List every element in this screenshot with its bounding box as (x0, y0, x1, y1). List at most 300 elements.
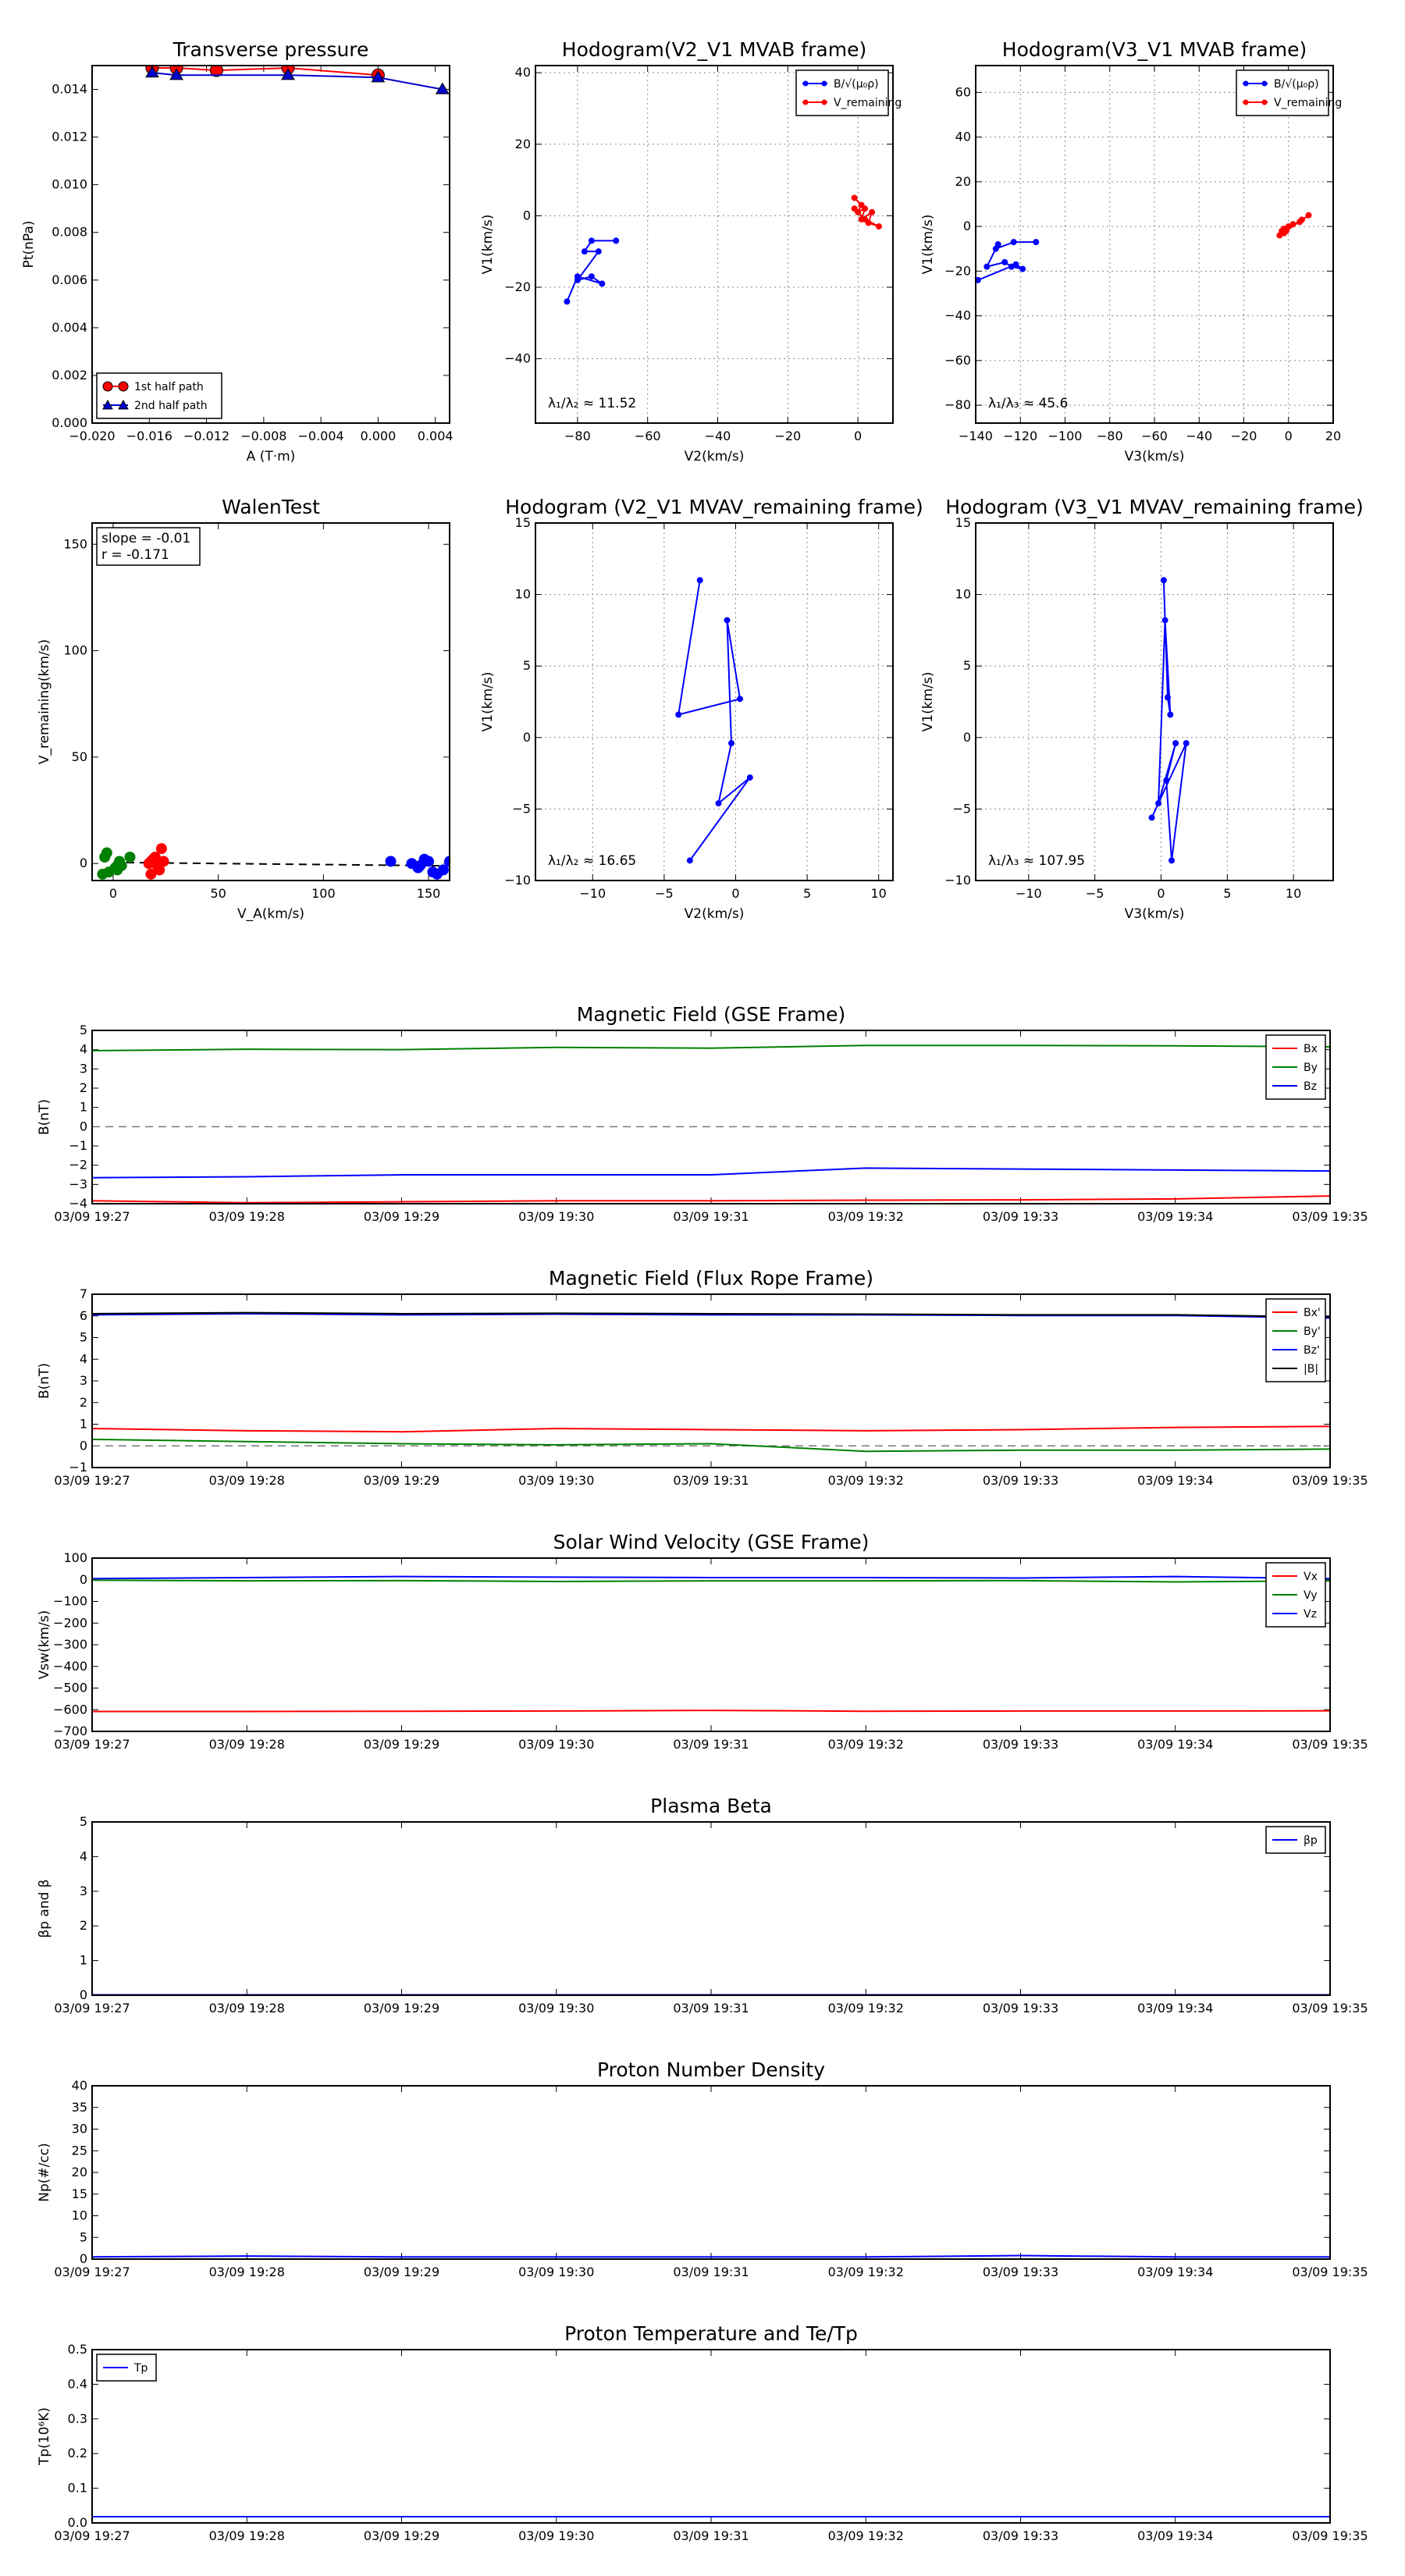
chart-title: Hodogram (V3_V1 MVAV_remaining frame) (945, 496, 1364, 518)
series-0-point (1161, 577, 1167, 583)
series-0-point (747, 774, 753, 781)
x-tick-label: 03/09 19:32 (827, 2528, 904, 2543)
y-tick-label: 30 (71, 2121, 87, 2137)
x-tick-label: 03/09 19:30 (518, 1473, 595, 1488)
x-tick-label: 03/09 19:35 (1292, 1473, 1368, 1488)
y-tick-label: 0.1 (67, 2480, 87, 2496)
chart-p6 (920, 496, 1364, 922)
y-tick-label: 40 (71, 2078, 87, 2093)
x-tick-label: −60 (634, 429, 661, 443)
x-tick-label: 03/09 19:29 (363, 1209, 440, 1224)
y-tick-label: 0 (522, 208, 531, 223)
series-by-line (92, 1045, 1330, 1051)
x-axis-label: V2(km/s) (684, 906, 745, 922)
x-tick-label: 03/09 19:33 (982, 2265, 1059, 2279)
series-0-point (697, 577, 703, 583)
x-tick-label: −5 (1085, 886, 1104, 901)
x-tick-label: 03/09 19:28 (208, 1473, 285, 1488)
series-0-point (97, 869, 108, 880)
y-tick-label: 15 (71, 2186, 87, 2201)
series-b-point (574, 273, 581, 279)
y-axis-label: Tp(10⁶K) (37, 2407, 52, 2466)
series-b-point (1033, 239, 1039, 245)
legend-marker (803, 81, 809, 87)
y-tick-label: 4 (79, 1351, 87, 1367)
chart-title: Magnetic Field (Flux Rope Frame) (548, 1267, 874, 1290)
x-tick-label: 03/09 19:29 (363, 1737, 440, 1752)
x-tick-label: −10 (1015, 886, 1042, 901)
y-tick-label: 0.010 (52, 176, 87, 192)
y-tick-label: −40 (944, 308, 971, 323)
series-2-point (423, 856, 434, 866)
plot-frame (92, 2350, 1330, 2523)
x-tick-label: 0 (1284, 429, 1293, 443)
x-tick-label: 03/09 19:27 (54, 1473, 130, 1488)
series-vx-line (92, 1710, 1330, 1711)
x-tick-label: 0.004 (417, 429, 454, 443)
y-tick-label: −20 (944, 263, 971, 279)
y-tick-label: 0 (79, 1571, 87, 1587)
y-tick-label: 3 (79, 1373, 87, 1388)
x-tick-label: 03/09 19:34 (1137, 1209, 1214, 1224)
series-vy-line (92, 1580, 1330, 1582)
x-tick-label: 03/09 19:29 (363, 2265, 440, 2279)
series-v-remaining-point (1289, 221, 1296, 227)
x-tick-label: −0.012 (183, 429, 230, 443)
x-tick-label: −0.020 (69, 429, 116, 443)
legend-label: |B| (1304, 1363, 1319, 1375)
x-tick-label: 03/09 19:35 (1292, 2001, 1368, 2016)
x-tick-label: 03/09 19:31 (673, 1473, 749, 1488)
eigenvalue-ratio-label: λ₁/λ₂ ≈ 16.65 (548, 853, 637, 869)
legend-marker (1262, 100, 1268, 105)
series-b-point (995, 241, 1001, 247)
y-tick-label: −700 (53, 1724, 87, 1738)
series-0-point (114, 856, 125, 866)
chart-title: Proton Number Density (597, 2058, 825, 2081)
y-tick-label: 10 (514, 586, 531, 602)
legend-marker (822, 81, 827, 87)
stats-line: slope = -0.01 (101, 531, 191, 546)
y-tick-label: 15 (514, 515, 531, 530)
x-tick-label: 03/09 19:28 (208, 1209, 285, 1224)
series-0-point (1149, 814, 1155, 820)
y-tick-label: 0.014 (52, 81, 87, 97)
x-tick-label: 03/09 19:33 (982, 2001, 1059, 2016)
y-tick-label: 60 (955, 84, 971, 100)
x-tick-label: 03/09 19:31 (673, 2528, 749, 2543)
x-tick-label: −0.008 (240, 429, 287, 443)
series-0-point (1168, 857, 1175, 863)
series-bz-line (92, 1168, 1330, 1177)
y-tick-label: −200 (53, 1615, 87, 1631)
legend-label: 1st half path (134, 381, 204, 393)
x-tick-label: −5 (655, 886, 674, 901)
y-tick-label: 0 (962, 219, 971, 234)
chart-p12 (37, 2322, 1368, 2543)
y-axis-label: V1(km/s) (480, 671, 496, 732)
legend-label: By' (1304, 1325, 1321, 1338)
x-tick-label: 5 (802, 886, 812, 901)
plot-frame (92, 1558, 1330, 1731)
plot-frame (92, 1822, 1330, 1995)
chart-p10 (37, 1795, 1368, 2016)
chart-title: Proton Temperature and Te/Tp (564, 2322, 858, 2345)
x-tick-label: −80 (564, 429, 591, 443)
y-tick-label: 35 (71, 2099, 87, 2115)
x-tick-label: 03/09 19:33 (982, 1473, 1059, 1488)
x-tick-label: 03/09 19:33 (982, 2528, 1059, 2543)
x-tick-label: 0 (731, 886, 740, 901)
chart-p5 (480, 496, 923, 922)
y-tick-label: 150 (63, 536, 87, 552)
plot-area (975, 212, 1312, 283)
x-tick-label: 03/09 19:33 (982, 1209, 1059, 1224)
y-axis-label: V_remaining(km/s) (37, 639, 52, 765)
x-tick-label: 03/09 19:30 (518, 1209, 595, 1224)
x-tick-label: 03/09 19:32 (827, 1209, 904, 1224)
series-0-point (675, 711, 681, 717)
series-vz-line (92, 1577, 1330, 1579)
plot-area (92, 1313, 1330, 1452)
legend-marker (103, 382, 112, 391)
x-tick-label: 03/09 19:31 (673, 1737, 749, 1752)
chart-p9 (37, 1531, 1368, 1752)
x-tick-label: 03/09 19:31 (673, 2001, 749, 2016)
series-v-remaining-point (1306, 212, 1312, 219)
legend-label: Vx (1304, 1571, 1318, 1583)
x-tick-label: 03/09 19:33 (982, 1737, 1059, 1752)
y-tick-label: 5 (962, 658, 971, 674)
plot-area (92, 1577, 1330, 1712)
x-tick-label: 03/09 19:28 (208, 1737, 285, 1752)
series-0-point (1163, 777, 1169, 784)
series-0-point (724, 617, 730, 624)
series-b-point (1011, 239, 1017, 245)
legend-marker (822, 100, 827, 105)
series-1-point (150, 854, 161, 865)
legend-label: V_remaining (1274, 97, 1343, 109)
y-tick-label: 0.2 (67, 2446, 87, 2461)
series-v-remaining-point (869, 209, 875, 215)
x-tick-label: 03/09 19:32 (827, 2001, 904, 2016)
y-tick-label: 20 (71, 2165, 87, 2179)
y-tick-label: 5 (522, 658, 531, 674)
y-tick-label: 0.002 (52, 367, 87, 382)
plot-area (97, 843, 455, 880)
legend-label: Bz' (1304, 1344, 1320, 1357)
series-1-point (156, 843, 167, 854)
y-axis-label: Np(#/cc) (37, 2143, 52, 2202)
x-tick-label: 03/09 19:27 (54, 1737, 130, 1752)
y-tick-label: −500 (53, 1680, 87, 1695)
y-tick-label: −60 (944, 352, 971, 368)
legend-label: B/√(μ₀ρ) (834, 78, 879, 91)
y-tick-label: −40 (504, 350, 531, 366)
y-tick-label: 4 (79, 1041, 87, 1057)
y-axis-label: V1(km/s) (480, 214, 496, 275)
x-tick-label: 50 (210, 886, 226, 901)
x-tick-label: −0.004 (297, 429, 344, 443)
y-tick-label: 0 (962, 729, 971, 745)
x-tick-label: −40 (1186, 429, 1213, 443)
x-tick-label: 03/09 19:27 (54, 1209, 130, 1224)
y-tick-label: 1 (79, 1416, 87, 1432)
series-1-point (145, 869, 156, 880)
plot-frame (92, 1030, 1330, 1204)
x-tick-label: 03/09 19:32 (827, 1737, 904, 1752)
series-0-point (728, 740, 735, 746)
y-tick-label: −5 (952, 801, 971, 817)
legend-label: Vz (1304, 1608, 1317, 1621)
chart-title: Plasma Beta (650, 1795, 772, 1817)
chart-p8 (37, 1267, 1368, 1488)
plot-frame (92, 523, 450, 881)
y-tick-label: 5 (79, 2229, 87, 2245)
y-tick-label: −2 (69, 1157, 87, 1172)
y-tick-label: −600 (53, 1702, 87, 1717)
x-tick-label: 03/09 19:29 (363, 2528, 440, 2543)
y-tick-label: 100 (63, 642, 87, 658)
x-tick-label: 03/09 19:31 (673, 2265, 749, 2279)
y-tick-label: 0 (79, 1987, 87, 2002)
chart-p7 (37, 1003, 1368, 1224)
y-tick-label: 40 (955, 129, 971, 144)
y-tick-label: 5 (79, 1814, 87, 1829)
x-tick-label: 03/09 19:31 (673, 1209, 749, 1224)
series-0-point (1162, 617, 1168, 624)
series-b-line (567, 240, 616, 301)
series-v-remaining-point (1299, 217, 1305, 223)
series-2nd-half-path-line (152, 73, 443, 89)
y-tick-label: 2 (79, 1080, 87, 1095)
series-b-point (1019, 265, 1026, 272)
y-tick-label: 0.0 (67, 2515, 87, 2530)
y-axis-label: V1(km/s) (920, 214, 936, 275)
x-tick-label: −10 (579, 886, 606, 901)
y-tick-label: 50 (71, 749, 87, 764)
series-b-point (984, 264, 990, 270)
x-tick-label: 03/09 19:32 (827, 2265, 904, 2279)
series-b-point (589, 237, 595, 244)
x-tick-label: −0.016 (126, 429, 173, 443)
x-tick-label: 03/09 19:35 (1292, 2528, 1368, 2543)
x-tick-label: 03/09 19:34 (1137, 1473, 1214, 1488)
x-tick-label: 100 (311, 886, 336, 901)
y-tick-label: −10 (504, 873, 531, 888)
plot-area (1149, 577, 1190, 863)
legend-label: Vy (1304, 1589, 1318, 1602)
x-tick-label: 03/09 19:34 (1137, 1737, 1214, 1752)
y-tick-label: 0.012 (52, 129, 87, 144)
y-tick-label: 1 (79, 1952, 87, 1968)
x-tick-label: 03/09 19:27 (54, 2265, 130, 2279)
plot-frame (92, 66, 450, 423)
x-tick-label: 03/09 19:28 (208, 2265, 285, 2279)
y-tick-label: 0.006 (52, 272, 87, 287)
chart-title: Hodogram (V2_V1 MVAV_remaining frame) (505, 496, 923, 518)
plot-area (675, 577, 753, 863)
x-tick-label: 03/09 19:32 (827, 1473, 904, 1488)
chart-p1 (21, 38, 454, 464)
x-axis-label: V3(km/s) (1124, 906, 1185, 922)
x-tick-label: 20 (1325, 429, 1342, 443)
y-axis-label: βp and β (37, 1879, 52, 1938)
y-tick-label: 0 (79, 2251, 87, 2266)
series-v-remaining-point (862, 205, 868, 212)
y-tick-label: 20 (955, 173, 971, 189)
y-tick-label: −1 (69, 1138, 87, 1153)
x-tick-label: 03/09 19:28 (208, 2528, 285, 2543)
x-tick-label: 03/09 19:28 (208, 2001, 285, 2016)
x-axis-label: V3(km/s) (1124, 449, 1185, 464)
y-tick-label: 3 (79, 1061, 87, 1076)
eigenvalue-ratio-label: λ₁/λ₃ ≈ 107.95 (988, 853, 1086, 869)
x-tick-label: −20 (1230, 429, 1257, 443)
series-v-remaining-point (876, 223, 882, 229)
stats-line: r = -0.171 (101, 547, 169, 563)
x-tick-label: 5 (1223, 886, 1232, 901)
x-axis-label: V2(km/s) (684, 449, 745, 464)
y-tick-label: 0.5 (67, 2342, 87, 2357)
chart-title: Transverse pressure (173, 38, 369, 61)
legend-label: Bz (1304, 1080, 1317, 1093)
series-2-point (413, 863, 424, 873)
series-0-line (678, 580, 750, 860)
x-tick-label: 03/09 19:30 (518, 1737, 595, 1752)
x-tick-label: 03/09 19:34 (1137, 2265, 1214, 2279)
plot-frame (92, 2086, 1330, 2259)
series-b-point (1001, 259, 1008, 265)
y-tick-label: 5 (79, 1023, 87, 1037)
x-tick-label: 03/09 19:35 (1292, 1737, 1368, 1752)
y-axis-label: V1(km/s) (920, 671, 936, 732)
chart-title: Hodogram(V3_V1 MVAB frame) (1001, 38, 1307, 61)
series-b-point (1013, 262, 1019, 268)
series-b-point (613, 237, 619, 244)
series-0-line (1152, 580, 1186, 860)
y-tick-label: 7 (79, 1286, 87, 1301)
y-tick-label: 0.4 (67, 2376, 87, 2392)
x-tick-label: 03/09 19:27 (54, 2528, 130, 2543)
y-tick-label: −1 (69, 1460, 87, 1475)
series-0-point (1165, 695, 1171, 701)
x-tick-label: 03/09 19:34 (1137, 2528, 1214, 2543)
legend-label: Tp (134, 2362, 148, 2375)
series-2-point (432, 869, 443, 880)
series-0-point (101, 848, 112, 859)
series-0-point (1155, 800, 1161, 806)
x-tick-label: 03/09 19:34 (1137, 2001, 1214, 2016)
legend-label: V_remaining (834, 97, 902, 109)
series-b-point (582, 248, 588, 254)
y-axis-label: Vsw(km/s) (37, 1610, 52, 1680)
y-tick-label: −3 (69, 1176, 87, 1192)
legend-label: Bx' (1304, 1307, 1321, 1319)
x-tick-label: 0 (108, 886, 118, 901)
series-0-point (715, 800, 721, 806)
chart-p11 (37, 2058, 1368, 2279)
series-0-point (737, 696, 743, 702)
y-tick-label: 20 (514, 136, 531, 151)
x-axis-label: V_A(km/s) (237, 906, 305, 922)
y-tick-label: −400 (53, 1658, 87, 1674)
y-tick-label: 0 (79, 1438, 87, 1453)
x-tick-label: 150 (416, 886, 441, 901)
chart-title: Magnetic Field (GSE Frame) (576, 1003, 846, 1026)
series-2-point (386, 856, 397, 866)
series-bx-line (92, 1426, 1330, 1432)
legend-marker (1262, 81, 1268, 87)
y-tick-label: 0.004 (52, 319, 87, 335)
x-tick-label: 03/09 19:29 (363, 1473, 440, 1488)
y-tick-label: 6 (79, 1308, 87, 1323)
y-tick-label: −80 (944, 397, 971, 413)
y-tick-label: 100 (63, 1550, 87, 1565)
y-tick-label: 1 (79, 1099, 87, 1115)
legend-label: Bx (1304, 1043, 1318, 1055)
eigenvalue-ratio-label: λ₁/λ₃ ≈ 45.6 (988, 396, 1069, 411)
chart-title: Hodogram(V2_V1 MVAB frame) (561, 38, 867, 61)
legend-label: B/√(μ₀ρ) (1274, 78, 1319, 91)
x-tick-label: −60 (1141, 429, 1168, 443)
x-tick-label: 0 (854, 429, 863, 443)
x-tick-label: −100 (1048, 429, 1083, 443)
series-0-point (124, 852, 135, 863)
series-v-remaining-point (852, 205, 858, 212)
series-v-remaining-point (862, 216, 868, 222)
y-axis-label: B(nT) (37, 1098, 52, 1136)
series-0-point (1167, 711, 1173, 717)
plot-area (146, 62, 449, 94)
series-b-point (589, 273, 595, 279)
y-tick-label: −5 (512, 801, 531, 817)
x-tick-label: −40 (704, 429, 731, 443)
plot-area (92, 1045, 1330, 1203)
x-tick-label: −140 (959, 429, 993, 443)
y-tick-label: 4 (79, 1848, 87, 1864)
x-tick-label: −120 (1003, 429, 1038, 443)
y-tick-label: 0 (522, 729, 531, 745)
y-tick-label: 0.000 (52, 415, 87, 430)
y-tick-label: 2 (79, 1918, 87, 1934)
y-axis-label: Pt(nPa) (21, 220, 37, 269)
series-b-point (599, 280, 605, 286)
x-tick-label: 03/09 19:35 (1292, 2265, 1368, 2279)
y-tick-label: −300 (53, 1637, 87, 1652)
x-tick-label: 03/09 19:30 (518, 2001, 595, 2016)
legend-marker (803, 100, 809, 105)
y-tick-label: −10 (944, 873, 971, 888)
x-tick-label: 03/09 19:30 (518, 2265, 595, 2279)
y-tick-label: 5 (79, 1329, 87, 1345)
y-tick-label: −4 (69, 1196, 87, 1211)
y-tick-label: 40 (514, 65, 531, 80)
legend-marker (1243, 81, 1249, 87)
legend-label: By (1304, 1062, 1318, 1074)
plot-area (564, 194, 882, 304)
x-tick-label: 0 (1157, 886, 1165, 901)
x-tick-label: 03/09 19:27 (54, 2001, 130, 2016)
y-tick-label: 25 (71, 2143, 87, 2158)
y-tick-label: 3 (79, 1883, 87, 1898)
y-tick-label: 10 (955, 586, 971, 602)
chart-p4 (37, 496, 455, 922)
legend-label: βp (1304, 1834, 1318, 1847)
x-tick-label: 0.000 (360, 429, 397, 443)
series-0-point (687, 857, 693, 863)
x-tick-label: −80 (1096, 429, 1123, 443)
